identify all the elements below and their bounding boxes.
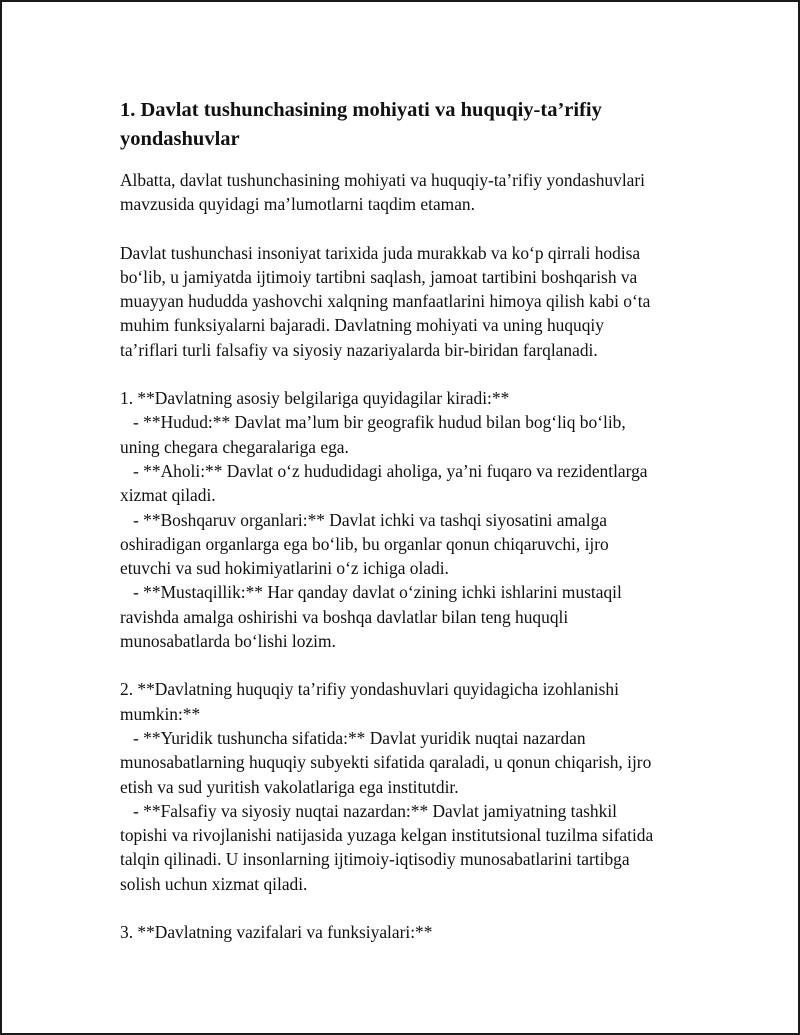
overview-paragraph: Davlat tushunchasi insoniyat tarixida juda murakkab va ko‘p qirrali hodisa bo‘lib, u jamiyatda ijtimoiy tartibni saqlash, jamoat tartibini boshqarish va muayyan hududda yashovchi xalqning manfaatlarini himoya qilish kabi o‘ta muhim funksiyalarni bajaradi. Davlatning mohiyati va uning huquqiy ta’riflari turli falsafiy va siyosiy nazariyalarda bir-biridan farqlanadi. xyxy=(120,242,651,360)
section-1-features: 1. **Davlatning asosiy belgilariga quyidagilar kiradi:** - **Hudud:** Davlat ma’lum bir geografik hudud bilan bog‘liq bo‘lib, uning chegara chegaralariga ega. - **Aholi:** Davlat o‘z hududidagi aholiga, ya’ni fuqaro va rezidentlarga xizmat qiladi. - **Boshqaruv organlari:** Davlat ichki va tashqi siyosatini amalga oshiradigan organlarga ega bo‘lib, bu organlar qonun chiqaruvchi, ijro etuvchi va sud hokimiyatlarini o‘z ichiga oladi. - **Mustaqillik:** Har qanday davlat o‘zining ichki ishlarini mustaqil ravishda amalga oshirishi va boshqa davlatlar bilan teng huquqli munosabatlarda bo‘lishi lozim. xyxy=(120,388,648,652)
section-3-functions: 3. **Davlatning vazifalari va funksiyalari:** xyxy=(120,922,433,943)
intro-paragraph: Albatta, davlat tushunchasining mohiyati va huquqiy-ta’rifiy yondashuvlari mavzusida quyidagi ma’lumotlarni taqdim etaman. xyxy=(120,170,645,215)
section-2-legal-approaches: 2. **Davlatning huquqiy ta’rifiy yondashuvlari quyidagicha izohlanishi mumkin:** - **Yuridik tushuncha sifatida:** Davlat yuridik nuqtai nazardan munosabatlarning huquqiy subyekti sifatida qaraladi, u qonun chiqarish, ijro etish va sud yuritish vakolatlariga ega institutdir. - **Falsafiy va siyosiy nuqtai nazardan:** Davlat jamiyatning tashkil topishi va rivojlanishi natijasida yuzaga kelgan institutsional tuzilma sifatida talqin qilinadi. U insonlarning ijtimoiy-iqtisodiy munosabatlarini tartibga solish uchun xizmat qiladi. xyxy=(120,679,654,894)
document-title: 1. Davlat tushunchasining mohiyati va huquqiy-ta’rifiy yondashuvlar xyxy=(120,99,602,150)
document-body xyxy=(120,96,710,944)
